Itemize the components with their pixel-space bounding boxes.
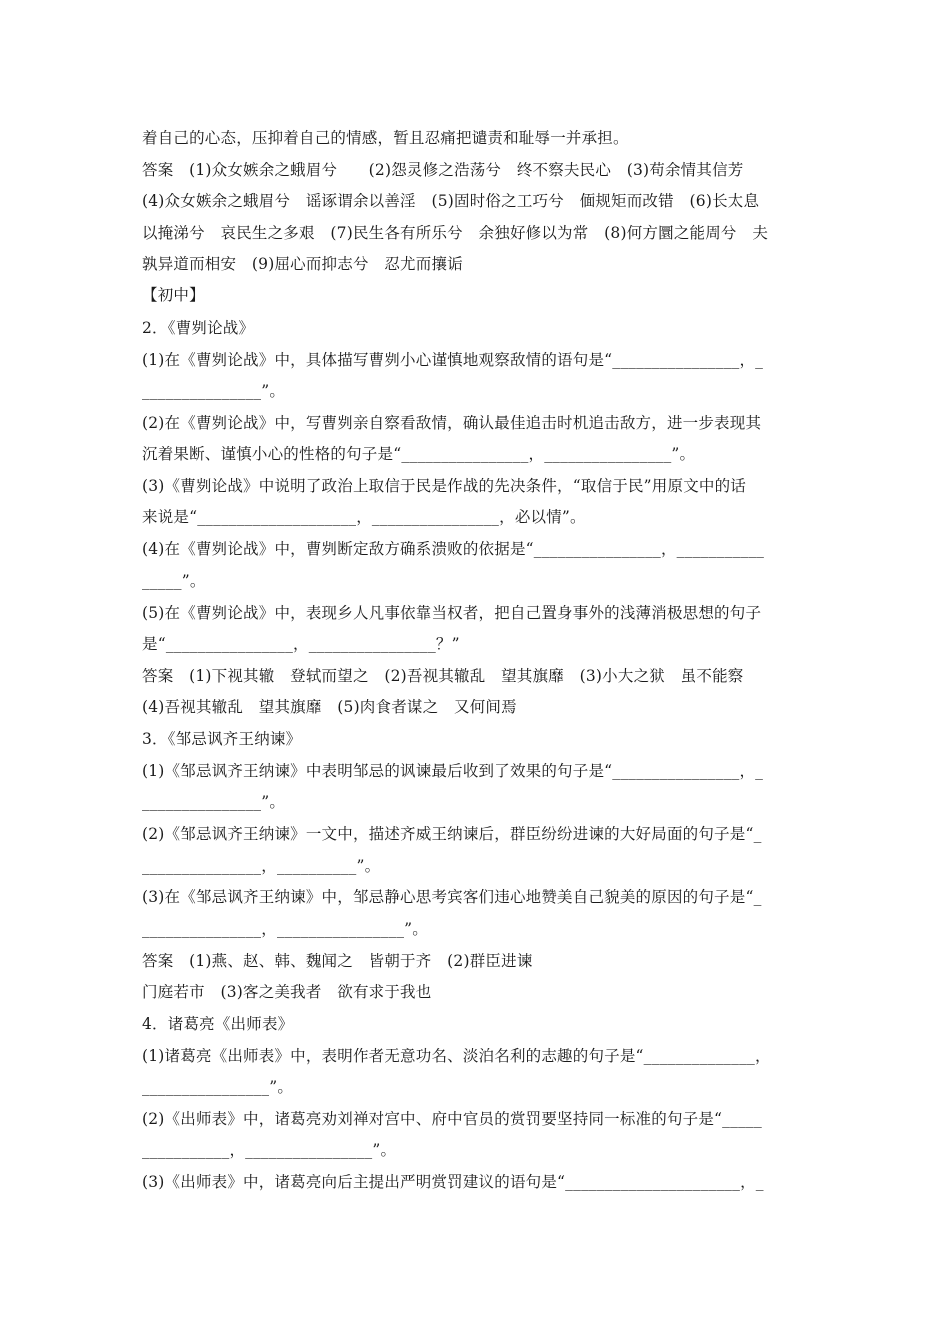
question-line: _______________，________________”。 xyxy=(142,920,428,938)
question-line: 是“________________，________________？” xyxy=(142,635,460,653)
question-line: (2)《邹忌讽齐王纳谏》一文中，描述齐威王纳谏后，群臣纷纷进谏的大好局面的句子是“_ xyxy=(142,825,762,843)
answer-line: 以掩涕兮 哀民生之多艰 (7)民生各有所乐兮 余独好修以为常 (8)何方圜之能周兮 夫 xyxy=(142,224,769,242)
question-line: (5)在《曹刿论战》中，表现乡人凡事依靠当权者，把自己置身事外的浅薄消极思想的句子 xyxy=(142,604,762,622)
question-line: (1)《邹忌讽齐王纳谏》中表明邹忌的讽谏最后收到了效果的句子是“________________，_ xyxy=(142,762,764,780)
answer-line: 答案 (1)燕、赵、韩、魏闻之 皆朝于齐 (2)群臣进谏 xyxy=(142,952,533,970)
answer-line: (4)众女嫉余之蛾眉兮 谣诼谓余以善淫 (5)固时俗之工巧兮 偭规矩而改错 (6)长太息 xyxy=(142,192,760,210)
answer-line: (4)吾视其辙乱 望其旗靡 (5)肉食者谋之 又何间焉 xyxy=(142,698,517,716)
answer-line: 门庭若市 (3)客之美我者 欲有求于我也 xyxy=(142,983,432,1001)
answer-line: 孰异道而相安 (9)屈心而抑志兮 忍尤而攘诟 xyxy=(142,255,463,273)
question-line: (1)诸葛亮《出师表》中，表明作者无意功名、淡泊名利的志趣的句子是“______________， xyxy=(142,1047,771,1065)
question-line: (2)《出师表》中，诸葛亮劝刘禅对宫中、府中官员的赏罚要坚持同一标准的句子是“_____ xyxy=(142,1110,762,1128)
question-line: 沉着果断、谨慎小心的性格的句子是“________________，________________”。 xyxy=(142,445,696,463)
question-line: (2)在《曹刿论战》中，写曹刿亲自察看敌情，确认最佳追击时机追击敌方，进一步表现其 xyxy=(142,414,762,432)
question-line: (3)《曹刿论战》中说明了政治上取信于民是作战的先决条件，“取信于民”用原文中的话 xyxy=(142,477,747,495)
section-heading: 【初中】 xyxy=(142,286,205,304)
question-line: ___________，________________”。 xyxy=(142,1141,397,1159)
question-title: 3．《邹忌讽齐王纳谏》 xyxy=(142,730,302,748)
question-line: (3)在《邹忌讽齐王纳谏》中，邹忌静心思考宾客们违心地赞美自己貌美的原因的句子是“_ xyxy=(142,888,762,906)
question-line: _____”。 xyxy=(142,572,206,590)
question-line: 来说是“____________________，________________，必以情”。 xyxy=(142,508,586,526)
question-line: _______________”。 xyxy=(142,793,286,811)
question-title: 2．《曹刿论战》 xyxy=(142,319,255,337)
question-line: ________________”。 xyxy=(142,1078,294,1096)
question-line: _______________，__________”。 xyxy=(142,857,381,875)
question-line: (3)《出师表》中，诸葛亮向后主提出严明赏罚建议的语句是“______________________，_ xyxy=(142,1173,764,1191)
question-line: (1)在《曹刿论战》中，具体描写曹刿小心谨慎地观察敌情的语句是“________________，_ xyxy=(142,351,764,369)
question-line: (4)在《曹刿论战》中，曹刿断定敌方确系溃败的依据是“________________，___________ xyxy=(142,540,765,558)
question-line: _______________”。 xyxy=(142,382,286,400)
question-title: 4．诸葛亮《出师表》 xyxy=(142,1015,294,1033)
answer-line: 答案 (1)下视其辙 登轼而望之 (2)吾视其辙乱 望其旗靡 (3)小大之狱 虽不能察 xyxy=(142,667,744,685)
answer-line: 答案 (1)众女嫉余之蛾眉兮 (2)怨灵修之浩荡兮 终不察夫民心 (3)苟余情其信芳 xyxy=(142,161,744,179)
text-line: 着自己的心态，压抑着自己的情感，暂且忍痛把谴责和耻辱一并承担。 xyxy=(142,129,629,147)
